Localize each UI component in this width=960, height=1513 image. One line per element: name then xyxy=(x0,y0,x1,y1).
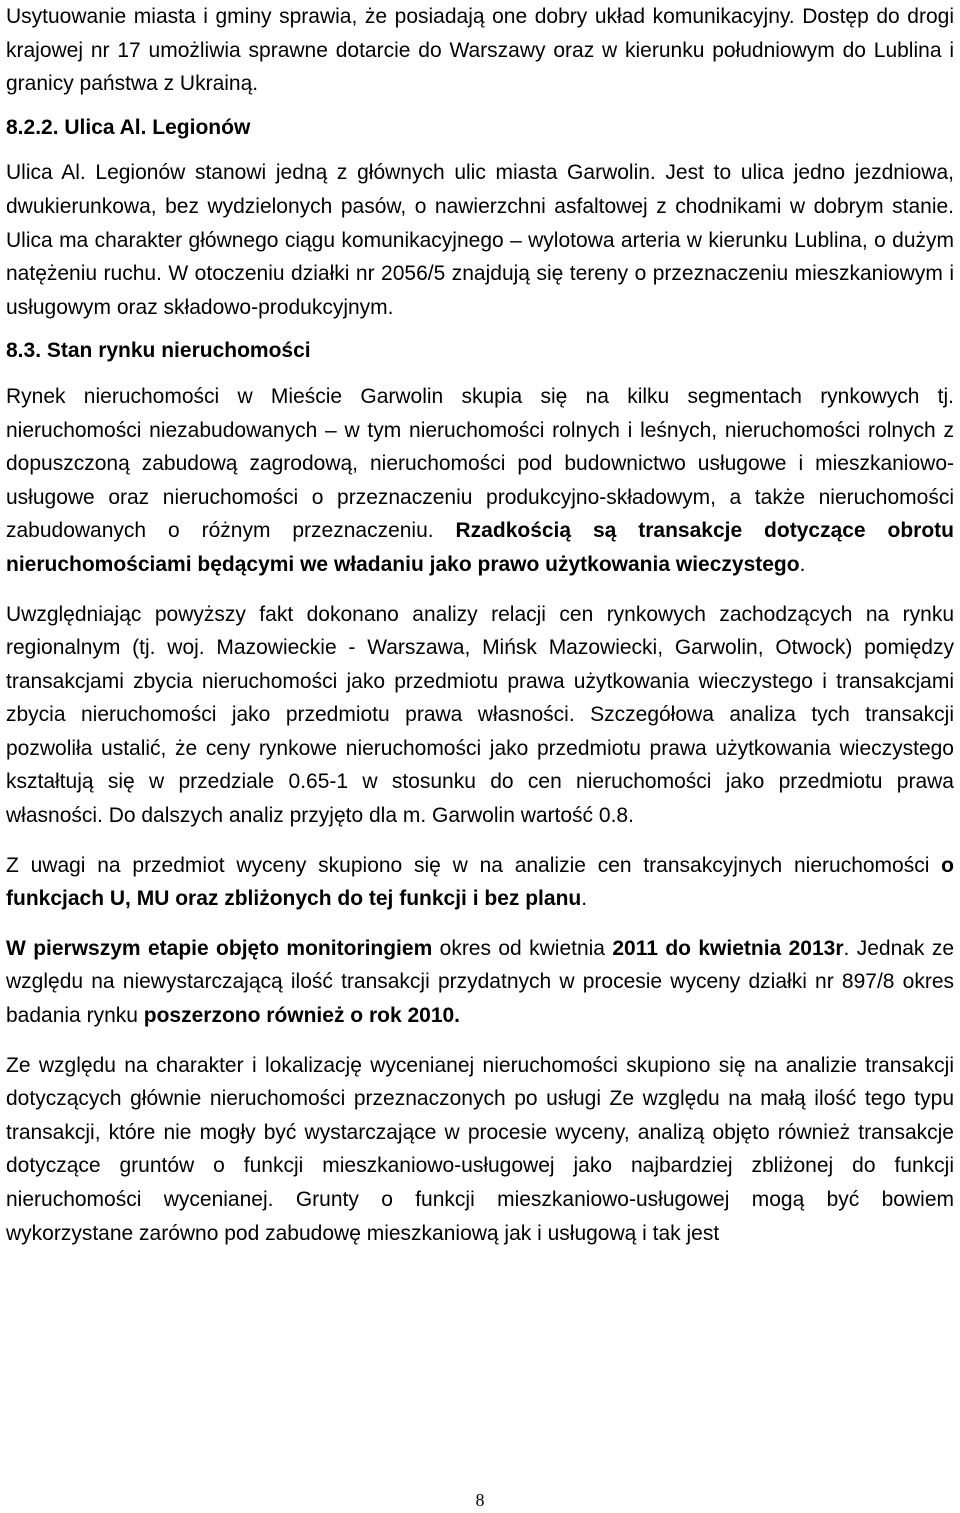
paragraph-analysis-scope: Ze względu na charakter i lokalizację wycenianej nieruchomości skupiono się na analizie transakcji dotyczących głównie nieruchomości przeznaczonych po usługi Ze względu na małą ilość tego typu transakcji, które nie mogły być wystarczające w procesie wyceny, analizą objęto również transakcje dotyczące gruntów o funkcji mieszkaniowo-usługowej jako najbardziej zbliżonej do funkcji nieruchomości wycenianej. Grunty o funkcji mieszkaniowo-usługowej mogą być bowiem wykorzystane zarówno pod zabudowę mieszkaniową jak i usługową i tak jest xyxy=(6,1053,954,1245)
valuation-focus-end: . xyxy=(581,887,588,911)
valuation-focus-bold: o funkcjach U, MU oraz zbliżonych do tej funkcji i bez planu xyxy=(6,853,954,911)
monitoring-lead-bold: W pierwszym etapie objęto monitoringiem xyxy=(6,936,433,960)
monitoring-extension-bold: poszerzono również o rok 2010. xyxy=(143,1004,461,1028)
paragraph-market-segments xyxy=(6,380,954,582)
paragraph-location: Usytuowanie miasta i gminy sprawia, że posiadają one dobry układ komunikacyjny. Dostęp do drogi krajowej nr 17 umożliwia sprawne dotarcie do Warszawy oraz w kierunku południowym do Lublina i granicy państwa z Ukrainą. xyxy=(6,5,954,96)
paragraph-valuation-focus xyxy=(6,849,954,916)
valuation-focus-text: Z uwagi na przedmiot wyceny skupiono się w na analizie cen transakcyjnych nieruchomości xyxy=(6,853,942,877)
market-segments-end: . xyxy=(799,552,806,576)
market-segments-bold: Rzadkością są transakcje dotyczące obrotu nieruchomościami będącymi we władaniu jako prawo użytkowania wieczystego xyxy=(6,519,954,576)
document-page xyxy=(6,0,954,1250)
section-heading-8-3: 8.3. Stan rynku nieruchomości xyxy=(6,339,311,363)
paragraph-monitoring-period xyxy=(6,932,954,1033)
paragraph-legionow-street: Ulica Al. Legionów stanowi jedną z głównych ulic miasta Garwolin. Jest to ulica jedno jezdniowa, dwukierunkowa, bez wydzielonych pasów, o nawierzchni asfaltowej z chodnikami w dobrym stanie. Ulica ma charakter głównego ciągu komunikacyjnego – wylotowa arteria w kierunku Lublina, o dużym natężeniu ruchu. W otoczeniu działki nr 2056/5 znajdują się tereny o przeznaczeniu mieszkaniowym i usługowym oraz składowo-produkcyjnym. xyxy=(6,161,954,319)
monitoring-text-2: . Jednak ze względu na niewystarczającą ilość transakcji przydatnych w procesie wyceny działki nr 897/8 okres badania rynku xyxy=(6,936,954,1028)
monitoring-dates-bold: 2011 do kwietnia 2013r xyxy=(612,936,844,960)
monitoring-text-1: okres od kwietnia xyxy=(432,936,613,960)
market-segments-text: Rynek nieruchomości w Mieście Garwolin skupia się na kilku segmentach rynkowych tj. nieruchomości niezabudowanych – w tym nieruchomości rolnych i leśnych, nieruchomości rolnych z dopuszczoną zabudową zagrodową, nieruchomości pod budownictwo usługowe i mieszkaniowo-usługowe oraz nieruchomości o przeznaczeniu produkcyjno-składowym, a także nieruchomości zabudowanych o różnym przeznaczeniu. xyxy=(6,384,954,543)
section-heading-8-2-2: 8.2.2. Ulica Al. Legionów xyxy=(6,115,251,139)
page-number: 8 xyxy=(475,1490,485,1510)
paragraph-price-relations: Uwzględniając powyższy fakt dokonano analizy relacji cen rynkowych zachodzących na rynku regionalnym (tj. woj. Mazowieckie - Warszawa, Mińsk Mazowiecki, Garwolin, Otwock) pomiędzy transakcjami zbycia nieruchomości jako przedmiotu prawa użytkowania wieczystego i transakcjami zbycia nieruchomości jako przedmiotu prawa własności. Szczegółowa analiza tych transakcji pozwoliła ustalić, że ceny rynkowe nieruchomości jako przedmiotu prawa użytkowania wieczystego kształtują się w przedziale 0.65-1 w stosunku do cen nieruchomości jako przedmiotu prawa własności. Do dalszych analiz przyjęto dla m. Garwolin wartość 0.8. xyxy=(6,602,954,828)
